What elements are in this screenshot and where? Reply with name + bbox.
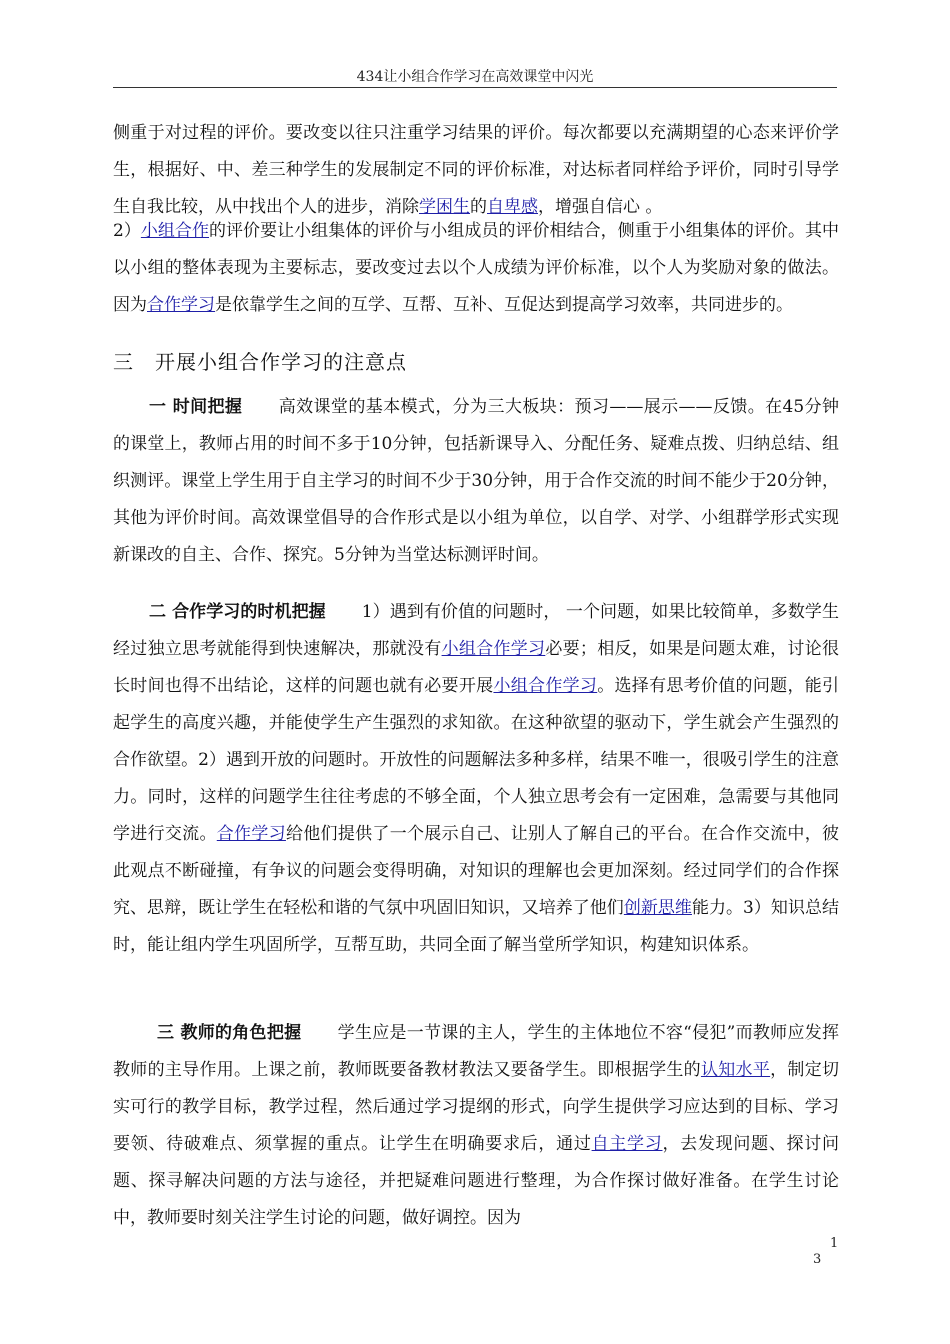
section-heading: 三 开展小组合作学习的注意点 <box>113 350 407 374</box>
text-segment: 给他们提供了一个展示自己、让别人了解自己的平台。在合作交流中，彼此观点不断碰撞，有争议的问题会变得明确，对知识的理解也会更加深刻。经过同学们的合作探究、思辩，既让学生在轻松和谐的气氛中巩固旧知识，又培养了他们 <box>113 824 840 918</box>
subheading-timing: 二 合作学习的时机把握 <box>149 602 326 622</box>
link-xiaozuhezuo[interactable]: 小组合作 <box>140 221 209 241</box>
text-segment: 。选择有思考价值的问题，能引起学生的高度兴趣，并能使学生产生强烈的求知欲。在这种欲望的驱动下，学生就会产生强烈的合作欲望。2）遇到开放的问题时。开放性的问题解法多种多样，结果不唯一，很吸引学生的注意力。同时，这样的问题学生往往考虑的不够全面，个人独立思考会有一定困难，急需要与其他同学进行交流。 <box>113 676 840 844</box>
page-number-bottom: 3 <box>813 1252 822 1267</box>
subheading-teacher-role: 三 教师的角色把握 <box>157 1023 302 1043</box>
link-renzhishuiping[interactable]: 认知水平 <box>700 1060 771 1080</box>
text-segment: ，制定切实可行的教学目标，教学过程，然后通过学习提纲的形式，向学生提供学习应达到的目标、学习要领、待破难点、须掌握的重点。让学生在明确要求后，通过 <box>113 1060 840 1154</box>
page-header-title: 434让小组合作学习在高效课堂中闪光 <box>356 69 594 85</box>
text-segment: ，去发现问题、探讨问题、探寻解决问题的方法与途径，并把疑难问题进行整理，为合作探讨做好准备。在学生讨论中，教师要时刻关注学生讨论的问题，做好调控。因为 <box>113 1134 840 1228</box>
text-segment: 的 <box>470 197 487 217</box>
paragraph-cooperation-timing <box>113 594 839 964</box>
text-segment: 能力。3）知识总结时，能让组内学生巩固所学，互帮互助，共同全面了解当堂所学知识，构建知识体系。 <box>113 898 840 955</box>
page-number-top: 1 <box>830 1236 839 1251</box>
link-chuangxinsiwei[interactable]: 创新思维 <box>623 898 692 918</box>
link-hezuoxuexi[interactable]: 合作学习 <box>147 295 215 315</box>
paragraph-evaluation-process <box>113 115 839 226</box>
link-xuekunsheng[interactable]: 学困生 <box>419 197 470 217</box>
paragraph-teacher-role <box>113 1015 839 1237</box>
text-segment: ，增强自信心 。 <box>538 197 663 217</box>
text-segment: 学生应是一节课的主人，学生的主体地位不容“侵犯”而教师应发挥教师的主导作用。上课之前，教师既要备教材教法又要备学生。即根据学生的 <box>113 1023 839 1080</box>
link-xiaozuhezuoxuexi-2[interactable]: 小组合作学习 <box>493 676 598 696</box>
text-segment: 的评价要让小组集体的评价与小组成员的评价相结合，侧重于小组集体的评价。其中以小组的整体表现为主要标志，要改变过去以个人成绩为评价标准，以个人为奖励对象的做法。因为 <box>113 221 840 315</box>
text-segment: 高效课堂的基本模式，分为三大板块：预习——展示——反馈。在45分钟的课堂上，教师占用的时间不多于10分钟，包括新课导入、分配任务、疑难点拨、归纳总结、组织测评。课堂上学生用于自主学习的时间不少于30分钟，用于合作交流的时间不能少于20分钟，其他为评价时间。高效课堂倡导的合作形式是以小组为单位，以自学、对学、小组群学形式实现新课改的自主、合作、探究。5分钟为当堂达标测评时间。 <box>113 397 839 565</box>
subheading-time: 一 时间把握 <box>149 397 243 417</box>
header-divider <box>113 87 837 88</box>
link-zizhuxuexi[interactable]: 自主学习 <box>591 1134 663 1154</box>
paragraph-group-evaluation <box>113 213 839 324</box>
text-segment: 2） <box>113 221 141 241</box>
text-segment: 1）遇到有价值的问题时， 一个问题，如果比较简单，多数学生经过独立思考就能得到快速解决，那就没有 <box>113 602 840 659</box>
text-segment: 是依靠学生之间的互学、互帮、互补、互促达到提高学习效率，共同进步的。 <box>215 295 793 315</box>
text-segment: 必要；相反，如果是问题太难，讨论很长时间也得不出结论，这样的问题也就有必要开展 <box>113 639 840 696</box>
link-xiaozuhezuoxuexi-1[interactable]: 小组合作学习 <box>441 639 546 659</box>
text-segment: 侧重于对过程的评价。要改变以往只注重学习结果的评价。每次都要以充满期望的心态来评价学生，根据好、中、差三种学生的发展制定不同的评价标准，对达标者同样给予评价，同时引导学生自我比较，从中找出个人的进步，消除 <box>113 123 839 217</box>
link-hezuoxuexi-2[interactable]: 合作学习 <box>216 824 286 844</box>
paragraph-time-control <box>113 389 839 574</box>
link-zibeigan[interactable]: 自卑感 <box>487 197 538 217</box>
